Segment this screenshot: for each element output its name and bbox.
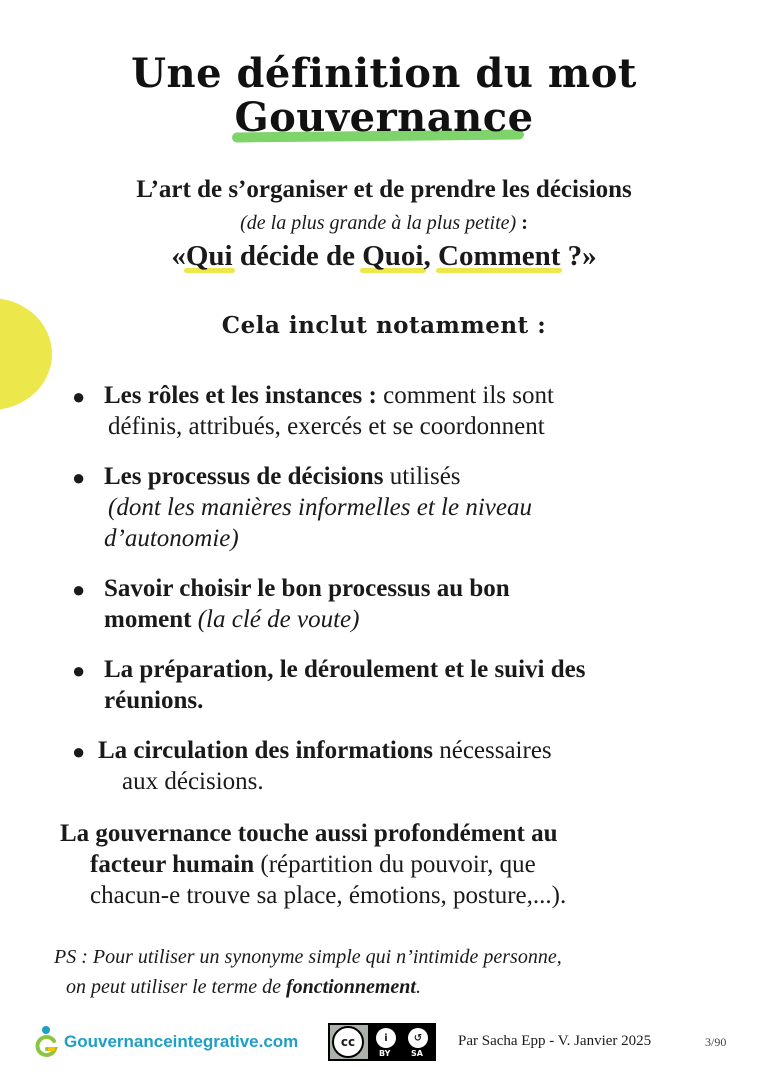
human-bold2: facteur humain bbox=[90, 851, 255, 878]
definition-subtitle bbox=[0, 212, 768, 235]
definition-subtitle-colon: : bbox=[516, 212, 528, 234]
definition-main: L’art de s’organiser et de prendre les décisions bbox=[136, 176, 632, 203]
bullet-roles-bold: Les rôles et les instances : bbox=[104, 382, 377, 409]
bullet-choisir-bold1: Savoir choisir le bon processus au bon bbox=[104, 575, 510, 602]
includes-heading: Cela inclut notamment : bbox=[221, 312, 547, 339]
bullet-dot: ● bbox=[72, 465, 86, 490]
bullet-processus bbox=[104, 461, 532, 554]
page-title-line2: Gouvernance bbox=[234, 94, 534, 141]
question-open-quote: « bbox=[171, 240, 186, 272]
bullet-circulation-text2: aux décisions. bbox=[122, 768, 264, 795]
cc-license-badge[interactable] bbox=[328, 1023, 436, 1061]
ps-line1: PS : Pour utiliser un synonyme simple qui n’intimide personne, bbox=[54, 946, 562, 968]
bullet-processus-italic1: (dont les manières informelles et le niveau bbox=[108, 494, 532, 521]
human-bold1: La gouvernance touche aussi profondément au bbox=[60, 820, 558, 847]
attribution-icon: i bbox=[376, 1028, 396, 1048]
highlight-qui: Qui bbox=[185, 240, 233, 272]
bullet-dot: ● bbox=[72, 577, 86, 602]
license-sa-label: SA bbox=[411, 1049, 423, 1058]
bullet-dot: ● bbox=[72, 739, 86, 764]
ps-period: . bbox=[415, 976, 421, 998]
human-text1: (répartition du pouvoir, que bbox=[254, 851, 536, 878]
bullet-dot: ● bbox=[72, 658, 86, 683]
human-text2: chacun-e trouve sa place, émotions, posture,...). bbox=[90, 882, 567, 909]
ps-line2: on peut utiliser le terme de bbox=[66, 976, 286, 998]
bullet-circulation-text: nécessaires bbox=[432, 737, 552, 764]
bullet-roles-text2: définis, attribués, exercés et se coordonnent bbox=[108, 413, 545, 440]
license-by-label: BY bbox=[379, 1049, 391, 1058]
share-alike-icon: ↺ bbox=[408, 1028, 428, 1048]
definition-question bbox=[0, 240, 768, 273]
bullet-reunions-bold2: réunions. bbox=[104, 687, 204, 714]
page-number: 3/90 bbox=[705, 1035, 727, 1049]
footer-site-link[interactable] bbox=[34, 1025, 298, 1059]
bullet-choisir-bold2: moment bbox=[104, 606, 192, 633]
bullet-reunions bbox=[104, 654, 585, 716]
ps-keyword: fonctionnement bbox=[285, 976, 416, 998]
bullet-reunions-bold1: La préparation, le déroulement et le suivi des bbox=[104, 656, 586, 683]
site-text[interactable]: Gouvernanceintegrative.com bbox=[64, 1032, 299, 1051]
highlight-comment: Comment bbox=[438, 240, 561, 272]
bullet-dot: ● bbox=[72, 384, 86, 409]
question-close-quote: ?» bbox=[560, 240, 597, 272]
cc-license-terms bbox=[368, 1025, 434, 1059]
author-version: Par Sacha Epp - V. Janvier 2025 bbox=[458, 1033, 652, 1049]
bullet-processus-text: utilisés bbox=[383, 463, 461, 490]
bullet-roles bbox=[104, 380, 554, 442]
site-logo-icon bbox=[34, 1025, 58, 1059]
cc-icon: cc bbox=[332, 1026, 364, 1058]
bullet-choisir-italic: (la clé de voute) bbox=[197, 606, 360, 633]
question-comma: , bbox=[423, 240, 438, 272]
definition-subtitle-italic: (de la plus grande à la plus petite) bbox=[240, 212, 517, 234]
highlight-quoi: Quoi bbox=[362, 240, 424, 272]
human-factor-paragraph bbox=[60, 818, 566, 911]
question-text: décide de bbox=[232, 240, 363, 272]
bullet-roles-text: comment ils sont bbox=[376, 382, 554, 409]
page-title-line1: Une définition du mot bbox=[131, 50, 637, 97]
bullet-circulation-bold: La circulation des informations bbox=[98, 737, 433, 764]
ps-note bbox=[54, 942, 562, 1002]
bullet-processus-bold: Les processus de décisions bbox=[104, 463, 384, 490]
bullet-choisir bbox=[104, 573, 510, 635]
bullet-circulation bbox=[98, 735, 552, 797]
bullet-processus-italic2: d’autonomie) bbox=[104, 525, 239, 552]
